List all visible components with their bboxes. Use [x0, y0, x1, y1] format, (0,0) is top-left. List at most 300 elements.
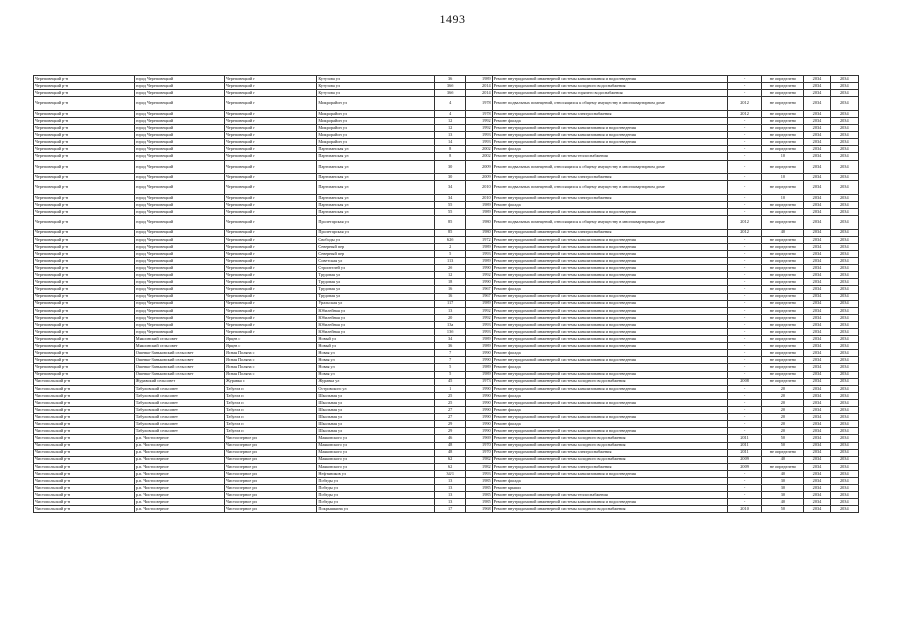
- cell-work-type: Ремонт внутридомовой инженерной системы канализования и водоотведения: [492, 279, 727, 286]
- cell-last-repair-year: -: [727, 470, 762, 477]
- cell-district: Череповецкий р-н: [34, 243, 135, 250]
- cell-wear-percent: 20: [762, 399, 804, 406]
- cell-municipality: р.п. Чистоозерное: [134, 492, 224, 499]
- cell-settlement: Череповецкий г: [225, 97, 317, 111]
- cell-municipality: р.п. Чистоозерное: [134, 435, 224, 442]
- cell-municipality: р.п. Чистоозерное: [134, 442, 224, 449]
- cell-district: Череповецкий р-н: [34, 364, 135, 371]
- cell-plan-start-year: 2034: [804, 378, 830, 385]
- cell-wear-percent: не определено: [762, 272, 804, 279]
- cell-municipality: город Череповецкий: [134, 236, 224, 243]
- cell-plan-end-year: 2034: [830, 343, 858, 350]
- cell-settlement: Череповецкий г: [225, 272, 317, 279]
- table-row: [34, 485, 859, 492]
- cell-work-type: Ремонт внутридомовой инженерной системы холодного водоснабжения: [492, 435, 727, 442]
- table-row: [34, 110, 859, 117]
- table-row: [34, 258, 859, 265]
- cell-house-number: 55: [434, 209, 465, 216]
- cell-wear-percent: не определено: [762, 265, 804, 272]
- cell-settlement: Череповецкий г: [225, 90, 317, 97]
- cell-wear-percent: не определено: [762, 117, 804, 124]
- cell-last-repair-year: -: [727, 286, 762, 293]
- cell-settlement: Череповецкий г: [225, 201, 317, 208]
- cell-house-number: 113: [434, 258, 465, 265]
- cell-house-number: 30: [434, 160, 465, 174]
- table-row: [34, 146, 859, 153]
- cell-wear-percent: не определено: [762, 160, 804, 174]
- table-row: [34, 407, 859, 414]
- cell-municipality: Табуловский сельсовет: [134, 421, 224, 428]
- table-row: [34, 385, 859, 392]
- cell-plan-end-year: 2034: [830, 407, 858, 414]
- cell-plan-end-year: 2034: [830, 421, 858, 428]
- cell-settlement: Череповецкий г: [225, 117, 317, 124]
- table-row: [34, 456, 859, 463]
- cell-house-number: 25: [434, 399, 465, 406]
- table-row: [34, 174, 859, 181]
- cell-build-year: 1989: [466, 371, 492, 378]
- cell-district: Череповецкий р-н: [34, 76, 135, 83]
- cell-wear-percent: не определено: [762, 357, 804, 364]
- cell-plan-end-year: 2034: [830, 428, 858, 435]
- cell-settlement: Череповецкий г: [225, 139, 317, 146]
- cell-build-year: 1989: [466, 209, 492, 216]
- capital-repair-registry-table: [33, 75, 859, 513]
- cell-municipality: город Череповецкий: [134, 194, 224, 201]
- cell-municipality: Ошевко-Заньковский сельсовет: [134, 357, 224, 364]
- cell-settlement: Череповецкий г: [225, 216, 317, 230]
- cell-work-type: Ремонт внутридомовой инженерной системы канализования и водоотведения: [492, 258, 727, 265]
- cell-street: Юбилейная ул: [317, 321, 435, 328]
- cell-work-type: Ремонт внутридомовой инженерной системы холодного водоснабжения: [492, 506, 727, 513]
- cell-build-year: 1993: [466, 470, 492, 477]
- cell-house-number: 45: [434, 378, 465, 385]
- cell-build-year: 1978: [466, 110, 492, 117]
- cell-street: Кутузова ул: [317, 76, 435, 83]
- cell-plan-end-year: 2034: [830, 76, 858, 83]
- cell-municipality: город Череповецкий: [134, 76, 224, 83]
- cell-last-repair-year: -: [727, 371, 762, 378]
- cell-settlement: Череповецкий г: [225, 258, 317, 265]
- cell-plan-end-year: 2034: [830, 243, 858, 250]
- cell-last-repair-year: -: [727, 385, 762, 392]
- table-row: [34, 209, 859, 216]
- cell-work-type: Ремонт внутридомовой инженерной системы холодного водоснабжения: [492, 378, 727, 385]
- cell-wear-percent: не определено: [762, 293, 804, 300]
- cell-last-repair-year: -: [727, 477, 762, 484]
- cell-work-type: Ремонт внутридомовой инженерной системы канализования и водоотведения: [492, 265, 727, 272]
- table-row: [34, 201, 859, 208]
- cell-municipality: Табуловский сельсовет: [134, 392, 224, 399]
- cell-district: Череповецкий р-н: [34, 329, 135, 336]
- cell-build-year: 1990: [466, 407, 492, 414]
- cell-house-number: 13: [434, 477, 465, 484]
- cell-district: Череповецкий р-н: [34, 258, 135, 265]
- cell-district: Чистопольский р-н: [34, 499, 135, 506]
- cell-street: Покрышкина ул: [317, 506, 435, 513]
- page-number: 1493: [439, 12, 466, 26]
- cell-house-number: 25: [434, 392, 465, 399]
- cell-plan-start-year: 2034: [804, 357, 830, 364]
- cell-work-type: Ремонт фасада: [492, 421, 727, 428]
- cell-build-year: 1989: [466, 343, 492, 350]
- cell-municipality: Ошевко-Заньковский сельсовет: [134, 364, 224, 371]
- cell-plan-start-year: 2034: [804, 449, 830, 456]
- cell-street: Советская ул: [317, 258, 435, 265]
- cell-plan-start-year: 2034: [804, 110, 830, 117]
- cell-municipality: город Череповецкий: [134, 132, 224, 139]
- cell-street: Северный пер: [317, 243, 435, 250]
- cell-settlement: Ясная Поляна с: [225, 371, 317, 378]
- cell-settlement: Череповецкий г: [225, 160, 317, 174]
- table-row: [34, 364, 859, 371]
- cell-district: Череповецкий р-н: [34, 336, 135, 343]
- cell-house-number: 13: [434, 499, 465, 506]
- cell-build-year: 1990: [466, 265, 492, 272]
- cell-district: Череповецкий р-н: [34, 125, 135, 132]
- cell-settlement: Табулга п: [225, 428, 317, 435]
- cell-plan-end-year: 2034: [830, 258, 858, 265]
- cell-plan-start-year: 2034: [804, 343, 830, 350]
- cell-plan-start-year: 2034: [804, 236, 830, 243]
- cell-last-repair-year: -: [727, 194, 762, 201]
- cell-plan-start-year: 2034: [804, 485, 830, 492]
- cell-plan-start-year: 2034: [804, 421, 830, 428]
- cell-plan-end-year: 2034: [830, 279, 858, 286]
- cell-settlement: Ярцев с: [225, 343, 317, 350]
- cell-municipality: Мяксинский сельсовет: [134, 343, 224, 350]
- table-row: [34, 477, 859, 484]
- cell-house-number: 5: [434, 364, 465, 371]
- cell-wear-percent: 20: [762, 414, 804, 421]
- table-row: [34, 250, 859, 257]
- cell-work-type: Ремонт фасада: [492, 392, 727, 399]
- cell-municipality: город Череповецкий: [134, 300, 224, 307]
- cell-municipality: город Череповецкий: [134, 229, 224, 236]
- cell-work-type: Ремонт внутридомовой инженерной системы канализования и водоотведения: [492, 428, 727, 435]
- cell-work-type: Ремонт внутридомовой инженерной системы теплоснабжения: [492, 153, 727, 160]
- cell-street: Кутузова ул: [317, 90, 435, 97]
- cell-district: Череповецкий р-н: [34, 314, 135, 321]
- cell-last-repair-year: -: [727, 83, 762, 90]
- cell-build-year: 1990: [466, 428, 492, 435]
- table-row: [34, 125, 859, 132]
- cell-street: Микрорайон ул: [317, 125, 435, 132]
- cell-wear-percent: 50: [762, 442, 804, 449]
- cell-plan-end-year: 2034: [830, 265, 858, 272]
- cell-last-repair-year: -: [727, 307, 762, 314]
- cell-plan-end-year: 2034: [830, 506, 858, 513]
- cell-plan-start-year: 2034: [804, 279, 830, 286]
- cell-street: Партизанская ул: [317, 209, 435, 216]
- cell-plan-end-year: 2034: [830, 336, 858, 343]
- cell-street: Пролетарская ул: [317, 229, 435, 236]
- cell-street: Партизанская ул: [317, 201, 435, 208]
- cell-plan-end-year: 2034: [830, 321, 858, 328]
- cell-plan-end-year: 2034: [830, 236, 858, 243]
- cell-plan-start-year: 2034: [804, 350, 830, 357]
- cell-build-year: 1990: [466, 385, 492, 392]
- cell-plan-end-year: 2034: [830, 117, 858, 124]
- cell-district: Череповецкий р-н: [34, 181, 135, 195]
- cell-wear-percent: 50: [762, 506, 804, 513]
- cell-house-number: 34: [434, 181, 465, 195]
- cell-house-number: 48: [434, 442, 465, 449]
- cell-last-repair-year: -: [727, 300, 762, 307]
- cell-build-year: 1970: [466, 449, 492, 456]
- cell-plan-start-year: 2034: [804, 194, 830, 201]
- cell-settlement: Череповецкий г: [225, 243, 317, 250]
- cell-street: Островского ул: [317, 385, 435, 392]
- cell-municipality: город Череповецкий: [134, 329, 224, 336]
- cell-settlement: Чистоозерное рп: [225, 435, 317, 442]
- cell-house-number: 34/1: [434, 470, 465, 477]
- cell-settlement: Череповецкий г: [225, 265, 317, 272]
- table-row: [34, 449, 859, 456]
- cell-wear-percent: не определено: [762, 286, 804, 293]
- cell-street: Трудовая ул: [317, 293, 435, 300]
- cell-last-repair-year: -: [727, 250, 762, 257]
- cell-wear-percent: 40: [762, 229, 804, 236]
- cell-house-number: 29: [434, 421, 465, 428]
- cell-municipality: р.п. Чистоозерное: [134, 499, 224, 506]
- cell-wear-percent: не определено: [762, 449, 804, 456]
- cell-street: Маяковского ул: [317, 456, 435, 463]
- cell-wear-percent: 10: [762, 174, 804, 181]
- cell-build-year: 1968: [466, 506, 492, 513]
- cell-wear-percent: не определено: [762, 181, 804, 195]
- cell-plan-start-year: 2034: [804, 399, 830, 406]
- cell-plan-start-year: 2034: [804, 407, 830, 414]
- cell-plan-start-year: 2034: [804, 456, 830, 463]
- cell-plan-start-year: 2034: [804, 499, 830, 506]
- cell-plan-end-year: 2034: [830, 153, 858, 160]
- cell-build-year: 1980: [466, 229, 492, 236]
- cell-last-repair-year: -: [727, 201, 762, 208]
- cell-build-year: 1982: [466, 463, 492, 470]
- table-row: [34, 139, 859, 146]
- table-row: [34, 350, 859, 357]
- cell-street: Школьная ул: [317, 421, 435, 428]
- cell-plan-start-year: 2034: [804, 371, 830, 378]
- cell-municipality: р.п. Чистоозерное: [134, 456, 224, 463]
- cell-district: Чистопольский р-н: [34, 421, 135, 428]
- cell-settlement: Журавка с: [225, 378, 317, 385]
- cell-plan-start-year: 2034: [804, 181, 830, 195]
- cell-district: Череповецкий р-н: [34, 343, 135, 350]
- cell-plan-end-year: 2034: [830, 307, 858, 314]
- cell-build-year: 1969: [466, 435, 492, 442]
- cell-plan-end-year: 2034: [830, 477, 858, 484]
- cell-street: Микрорайон ул: [317, 110, 435, 117]
- cell-wear-percent: не определено: [762, 209, 804, 216]
- cell-work-type: Ремонт внутридомовой инженерной системы канализования и водоотведения: [492, 357, 727, 364]
- cell-work-type: Ремонт фасада: [492, 146, 727, 153]
- cell-house-number: 8: [434, 146, 465, 153]
- cell-last-repair-year: 2012: [727, 216, 762, 230]
- cell-work-type: Ремонт внутридомовой инженерной системы канализования и водоотведения: [492, 321, 727, 328]
- cell-plan-start-year: 2034: [804, 146, 830, 153]
- cell-settlement: Чистоозерное рп: [225, 449, 317, 456]
- cell-build-year: 1993: [466, 132, 492, 139]
- cell-district: Череповецкий р-н: [34, 153, 135, 160]
- cell-plan-end-year: 2034: [830, 414, 858, 421]
- cell-plan-end-year: 2034: [830, 286, 858, 293]
- table-row: [34, 321, 859, 328]
- cell-plan-start-year: 2034: [804, 265, 830, 272]
- cell-municipality: город Череповецкий: [134, 250, 224, 257]
- cell-settlement: Чистоозерное рп: [225, 506, 317, 513]
- cell-plan-start-year: 2034: [804, 442, 830, 449]
- cell-district: Череповецкий р-н: [34, 110, 135, 117]
- cell-district: Череповецкий р-н: [34, 357, 135, 364]
- cell-municipality: город Череповецкий: [134, 321, 224, 328]
- cell-last-repair-year: 2008: [727, 378, 762, 385]
- cell-plan-end-year: 2034: [830, 449, 858, 456]
- cell-work-type: Ремонт крыши: [492, 485, 727, 492]
- cell-settlement: Череповецкий г: [225, 76, 317, 83]
- cell-district: Череповецкий р-н: [34, 117, 135, 124]
- cell-plan-end-year: 2034: [830, 110, 858, 117]
- cell-plan-start-year: 2034: [804, 153, 830, 160]
- cell-municipality: город Череповецкий: [134, 153, 224, 160]
- cell-municipality: город Череповецкий: [134, 139, 224, 146]
- cell-plan-end-year: 2034: [830, 399, 858, 406]
- cell-district: Череповецкий р-н: [34, 236, 135, 243]
- cell-municipality: город Череповецкий: [134, 286, 224, 293]
- table-row: [34, 279, 859, 286]
- cell-work-type: Ремонт внутридомовой инженерной системы канализования и водоотведения: [492, 293, 727, 300]
- table-row: [34, 153, 859, 160]
- cell-build-year: 1990: [466, 399, 492, 406]
- table-row: [34, 181, 859, 195]
- cell-district: Череповецкий р-н: [34, 174, 135, 181]
- cell-settlement: Чистоозерное рп: [225, 470, 317, 477]
- cell-municipality: город Череповецкий: [134, 146, 224, 153]
- cell-municipality: Ошевко-Заньковский сельсовет: [134, 371, 224, 378]
- cell-plan-end-year: 2034: [830, 216, 858, 230]
- cell-municipality: Журавский сельсовет: [134, 378, 224, 385]
- cell-plan-end-year: 2034: [830, 492, 858, 499]
- cell-settlement: Череповецкий г: [225, 146, 317, 153]
- cell-municipality: р.п. Чистоозерное: [134, 477, 224, 484]
- table-row: [34, 492, 859, 499]
- table-row: [34, 421, 859, 428]
- cell-plan-end-year: 2034: [830, 174, 858, 181]
- cell-plan-end-year: 2034: [830, 442, 858, 449]
- cell-district: Череповецкий р-н: [34, 293, 135, 300]
- cell-street: Юбилейная ул: [317, 329, 435, 336]
- cell-plan-end-year: 2034: [830, 293, 858, 300]
- cell-district: Череповецкий р-н: [34, 194, 135, 201]
- cell-house-number: 14: [434, 139, 465, 146]
- cell-build-year: 1989: [466, 243, 492, 250]
- cell-municipality: город Череповецкий: [134, 258, 224, 265]
- cell-build-year: 1990: [466, 350, 492, 357]
- cell-district: Чистопольский р-н: [34, 414, 135, 421]
- cell-street: Пролетарская ул: [317, 216, 435, 230]
- cell-municipality: город Череповецкий: [134, 90, 224, 97]
- cell-plan-start-year: 2034: [804, 76, 830, 83]
- cell-build-year: 1989: [466, 300, 492, 307]
- table-row: [34, 329, 859, 336]
- cell-plan-end-year: 2034: [830, 470, 858, 477]
- cell-wear-percent: не определено: [762, 258, 804, 265]
- cell-work-type: Ремонт внутридомовой инженерной системы канализования и водоотведения: [492, 343, 727, 350]
- cell-district: Череповецкий р-н: [34, 286, 135, 293]
- cell-district: Череповецкий р-н: [34, 307, 135, 314]
- cell-municipality: город Череповецкий: [134, 181, 224, 195]
- cell-work-type: Ремонт подвальных помещений, относящихся к общему имуществу в многоквартирном доме: [492, 160, 727, 174]
- table-row: [34, 265, 859, 272]
- cell-plan-end-year: 2034: [830, 194, 858, 201]
- cell-wear-percent: не определено: [762, 83, 804, 90]
- cell-district: Череповецкий р-н: [34, 160, 135, 174]
- cell-settlement: Чистоозерное рп: [225, 456, 317, 463]
- cell-street: Партизанская ул: [317, 153, 435, 160]
- cell-municipality: город Череповецкий: [134, 201, 224, 208]
- cell-settlement: Череповецкий г: [225, 250, 317, 257]
- cell-build-year: 1982: [466, 456, 492, 463]
- cell-wear-percent: не определено: [762, 329, 804, 336]
- cell-settlement: Ясная Поляна с: [225, 364, 317, 371]
- cell-work-type: Ремонт фасада: [492, 201, 727, 208]
- cell-plan-start-year: 2034: [804, 272, 830, 279]
- cell-district: Чистопольский р-н: [34, 435, 135, 442]
- cell-work-type: Ремонт внутридомовой инженерной системы электроснабжения: [492, 174, 727, 181]
- cell-wear-percent: не определено: [762, 125, 804, 132]
- cell-wear-percent: не определено: [762, 300, 804, 307]
- cell-build-year: 1978: [466, 97, 492, 111]
- cell-plan-end-year: 2034: [830, 300, 858, 307]
- cell-municipality: город Череповецкий: [134, 243, 224, 250]
- cell-work-type: Ремонт фасада: [492, 477, 727, 484]
- cell-last-repair-year: -: [727, 153, 762, 160]
- cell-work-type: Ремонт фасада: [492, 364, 727, 371]
- cell-last-repair-year: -: [727, 399, 762, 406]
- cell-municipality: город Череповецкий: [134, 97, 224, 111]
- cell-plan-end-year: 2034: [830, 125, 858, 132]
- cell-district: Чистопольский р-н: [34, 456, 135, 463]
- cell-settlement: Чистоозерное рп: [225, 442, 317, 449]
- cell-municipality: город Череповецкий: [134, 216, 224, 230]
- table-row: [34, 442, 859, 449]
- cell-build-year: 1989: [466, 336, 492, 343]
- table-row: [34, 90, 859, 97]
- cell-house-number: 5: [434, 250, 465, 257]
- cell-settlement: Табулга п: [225, 399, 317, 406]
- cell-plan-start-year: 2034: [804, 492, 830, 499]
- cell-municipality: Табуловский сельсовет: [134, 385, 224, 392]
- table-row: [34, 293, 859, 300]
- cell-settlement: Табулга п: [225, 407, 317, 414]
- cell-municipality: Табуловский сельсовет: [134, 414, 224, 421]
- cell-house-number: 62б: [434, 236, 465, 243]
- cell-municipality: р.п. Чистоозерное: [134, 463, 224, 470]
- cell-build-year: 2010: [466, 194, 492, 201]
- cell-street: Журавка ул: [317, 378, 435, 385]
- cell-settlement: Чистоозерное рп: [225, 499, 317, 506]
- table-row: [34, 314, 859, 321]
- cell-build-year: 1967: [466, 286, 492, 293]
- cell-last-repair-year: -: [727, 160, 762, 174]
- cell-district: Череповецкий р-н: [34, 300, 135, 307]
- cell-house-number: 13: [434, 307, 465, 314]
- cell-plan-end-year: 2034: [830, 378, 858, 385]
- cell-house-number: 62: [434, 456, 465, 463]
- cell-wear-percent: не определено: [762, 279, 804, 286]
- cell-district: Чистопольский р-н: [34, 477, 135, 484]
